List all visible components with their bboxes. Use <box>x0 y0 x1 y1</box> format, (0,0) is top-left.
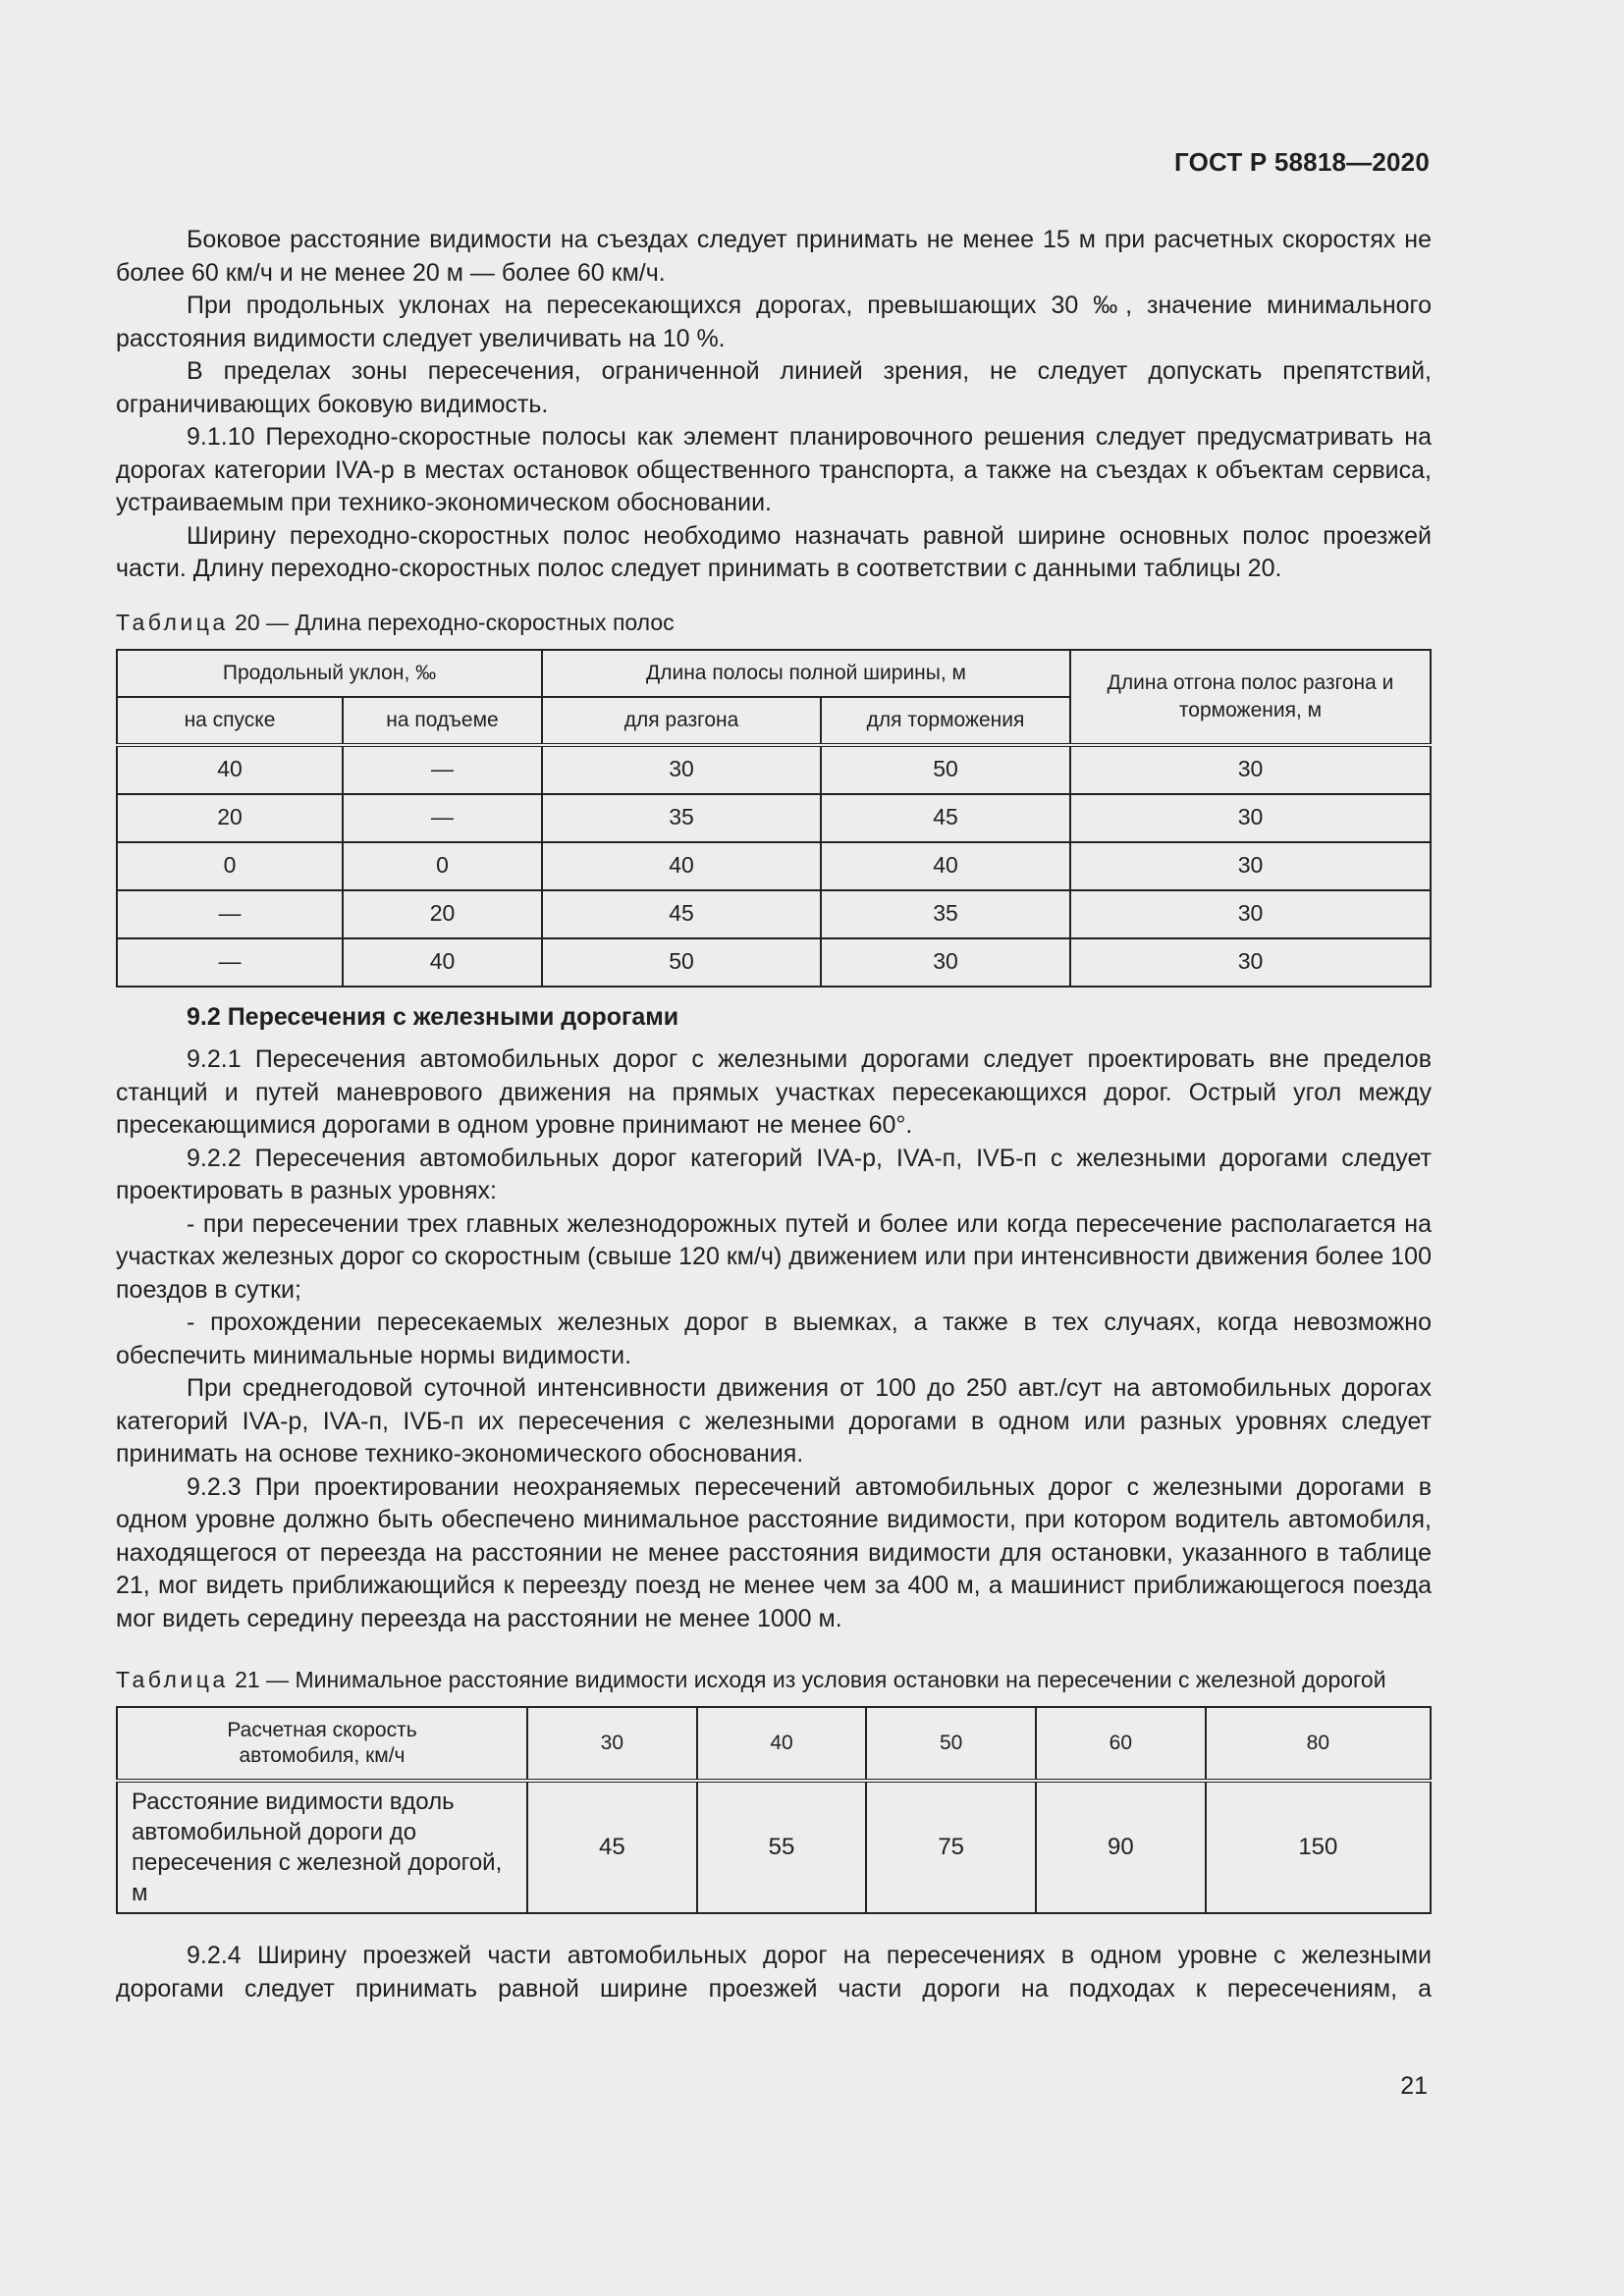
table-cell: 50 <box>542 938 821 987</box>
table-cell: 30 <box>1070 842 1431 890</box>
section-heading: 9.2 Пересечения с железными дорогами <box>187 1002 679 1031</box>
paragraph: 9.2.4 Ширину проезжей части автомобильных дорог на пересечениях в одном уровне с железными дорогами следует принимать равной ширине проезжей части дороги на подходах к пересечениям, а <box>116 1942 1432 2002</box>
table-cell: 20 <box>117 794 343 842</box>
caption-text: 21 — Минимальное расстояние видимости исходя из условия остановки на пересечении с железной дорогой <box>235 1667 1386 1692</box>
caption-word: Таблица <box>116 1667 229 1692</box>
table-21 <box>116 1706 1432 1914</box>
caption-word: Таблица <box>116 609 229 635</box>
page-number: 21 <box>1400 2072 1428 2100</box>
table-cell: 40 <box>117 745 343 794</box>
table-cell: — <box>117 938 343 987</box>
header-full-width: Длина полосы полной ширины, м <box>542 650 1070 697</box>
table-cell: 30 <box>527 1707 697 1781</box>
table-cell: — <box>117 890 343 938</box>
table-row <box>117 938 1431 987</box>
table-row <box>117 745 1431 794</box>
table-cell: 0 <box>117 842 343 890</box>
paragraph: Ширину переходно-скоростных полос необходимо назначать равной ширине основных полос проезжей части. Длину переходно-скоростных полос следует принимать в соответствии с данными таблицы 20. <box>116 521 1432 582</box>
table-cell: 20 <box>343 890 542 938</box>
list-item: - при пересечении трех главных железнодорожных путей и более или когда пересечение располагается на участках железных дорог со скоростным (свыше 120 км/ч) движением или при интенсивности движения более 100 поездов в сутки; <box>116 1209 1432 1304</box>
table-20-caption <box>116 608 1432 637</box>
paragraph: Боковое расстояние видимости на съездах следует принимать не менее 15 м при расчетных скоростях не более 60 км/ч и не менее 20 м — более 60 км/ч. <box>116 226 1432 287</box>
table-cell: 0 <box>343 842 542 890</box>
table-row <box>117 842 1431 890</box>
table-cell: 50 <box>821 745 1070 794</box>
paragraph: При продольных уклонах на пересекающихся дорогах, превышающих 30 ‰, значение минимального расстояния видимости следует увеличивать на 10 %. <box>116 292 1432 352</box>
table-cell: 50 <box>866 1707 1036 1781</box>
subheader-ascent: на подъеме <box>343 697 542 745</box>
list-item: - прохождении пересекаемых железных дорог в выемках, а также в тех случаях, когда невозможно обеспечить минимальные нормы видимости. <box>116 1308 1432 1369</box>
table-cell: 45 <box>542 890 821 938</box>
paragraph: 9.2.1 Пересечения автомобильных дорог с железными дорогами следует проектировать вне пределов станций и путей маневрового движения на прямых участках пересекающихся дорог. Острый угол между пресекающимися дорогами в одном уровне принимают не менее 60°. <box>116 1045 1432 1139</box>
subheader-descent: на спуске <box>117 697 343 745</box>
table-cell: 60 <box>1036 1707 1206 1781</box>
header-taper: Длина отгона полос разгона и торможения, м <box>1070 650 1431 745</box>
subheader-brake: для торможения <box>821 697 1070 745</box>
table-row <box>117 1707 1431 1781</box>
table-cell: 40 <box>343 938 542 987</box>
row-header-speed: Расчетная скорость автомобиля, км/ч <box>117 1707 527 1781</box>
table-cell: 30 <box>1070 890 1431 938</box>
table-cell: 30 <box>1070 794 1431 842</box>
table-cell: 40 <box>821 842 1070 890</box>
table-cell: 30 <box>1070 938 1431 987</box>
header-slope: Продольный уклон, ‰ <box>117 650 542 697</box>
table-cell: 40 <box>542 842 821 890</box>
table-cell: 40 <box>697 1707 867 1781</box>
subheader-accel: для разгона <box>542 697 821 745</box>
paragraph: При среднегодовой суточной интенсивности движения от 100 до 250 авт./сут на автомобильных дорогах категорий IVA-р, IVA-п, IVБ-п их пересечения с железными дорогами в одном или разных уровнях следует принимать на основе технико-экономического обоснования. <box>116 1374 1432 1468</box>
table-row <box>117 890 1431 938</box>
table-cell: 30 <box>1070 745 1431 794</box>
paragraph: 9.1.10 Переходно-скоростные полосы как элемент планировочного решения следует предусматривать на дорогах категории IVA-р в местах остановок общественного транспорта, а также на съездах к объектам сервиса, устраиваемым при технико-экономическом обосновании. <box>116 423 1432 516</box>
table-cell: 55 <box>697 1781 867 1913</box>
table-cell: 45 <box>527 1781 697 1913</box>
page-content <box>116 224 1432 2005</box>
row-header-distance: Расстояние видимости вдоль автомобильной дороги до пересечения с железной дорогой, м <box>117 1781 527 1913</box>
table-21-caption <box>116 1665 1432 1694</box>
paragraph: 9.2.3 При проектировании неохраняемых пересечений автомобильных дорог с железными дорогами в одном уровне должно быть обеспечено минимальное расстояние видимости, при котором водитель автомобиля, находящегося от переезда на расстоянии не менее расстояния видимости для остановки, указанного в таблице 21, мог видеть приближающийся к переезду поезд не менее чем за 400 м, а машинист приближающегося поезда мог видеть середину переезда на расстоянии не менее 1000 м. <box>116 1472 1432 1632</box>
table-cell: 30 <box>821 938 1070 987</box>
table-20 <box>116 649 1432 988</box>
caption-text: 20 — Длина переходно-скоростных полос <box>235 609 675 635</box>
table-cell: 150 <box>1206 1781 1431 1913</box>
table-cell: 45 <box>821 794 1070 842</box>
paragraph: В пределах зоны пересечения, ограниченной линией зрения, не следует допускать препятствий, ограничивающих боковую видимость. <box>116 357 1432 418</box>
table-cell: 30 <box>542 745 821 794</box>
table-cell: — <box>343 794 542 842</box>
table-row <box>117 1781 1431 1913</box>
table-cell: — <box>343 745 542 794</box>
table-cell: 90 <box>1036 1781 1206 1913</box>
document-code: ГОСТ Р 58818—2020 <box>1174 147 1430 177</box>
table-cell: 35 <box>542 794 821 842</box>
table-cell: 75 <box>866 1781 1036 1913</box>
table-row <box>117 794 1431 842</box>
paragraph: 9.2.2 Пересечения автомобильных дорог категорий IVA-р, IVA-п, IVБ-п с железными дорогами следует проектировать в разных уровнях: <box>116 1144 1432 1204</box>
table-cell: 80 <box>1206 1707 1431 1781</box>
table-cell: 35 <box>821 890 1070 938</box>
